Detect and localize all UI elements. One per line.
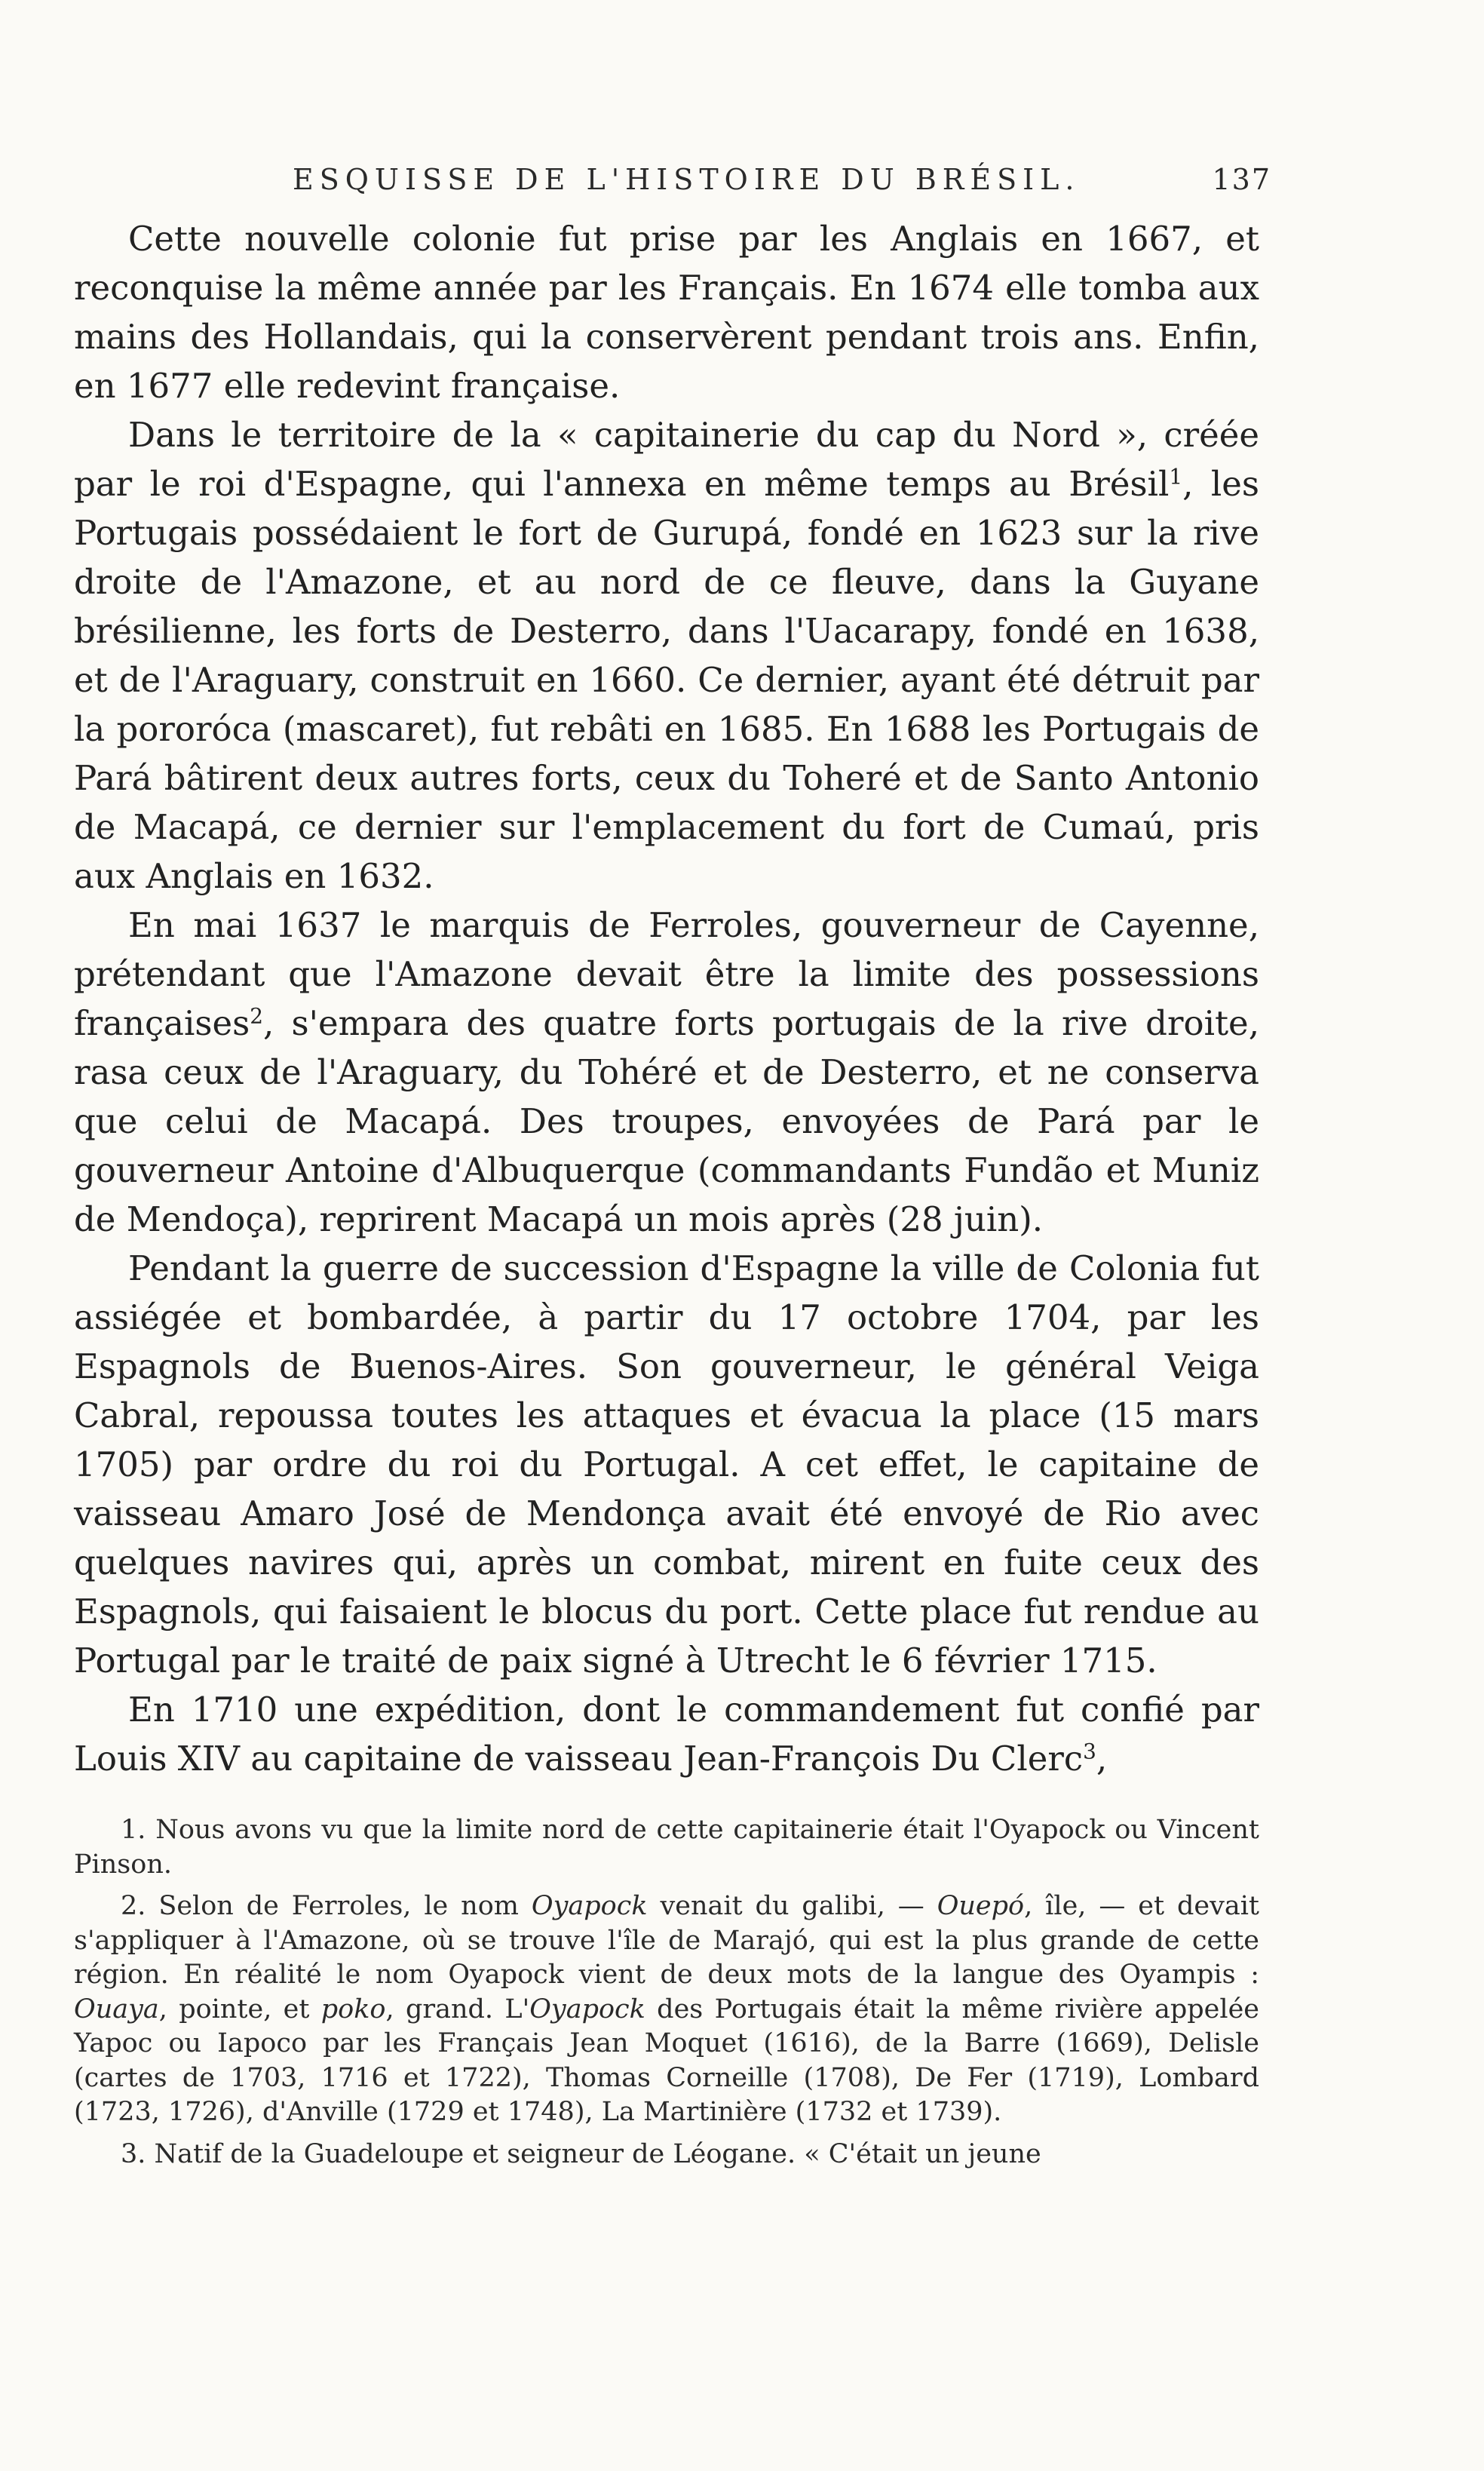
footnote-2-text: , île, — et devait s'appliquer à l'Amazone, où se trouve l'île de Marajó, qui est la plus grande de cette région. En réalité le nom Oyapock vient de deux mots de la langue des Oyampis : <box>74 1891 1259 1990</box>
footnote-1: 1. Nous avons vu que la limite nord de cette capitainerie était l'Oyapock ou Vincent Pinson. <box>74 1815 1259 1880</box>
footnote-2 <box>74 1889 1259 2130</box>
paragraph-4: Pendant la guerre de succession d'Espagne la ville de Colonia fut assiégée et bombardée, à partir du 17 octobre 1704, par les Espagnols de Buenos-Aires. Son gouverneur, le général Veiga Cabral, repoussa toutes les attaques et évacua la place (15 mars 1705) par ordre du roi du Portugal. A cet effet, le capitaine de vaisseau Amaro José de Mendonça avait été envoyé de Rio avec quelques navires qui, après un combat, mirent en fuite ceux des Espagnols, qui faisaient le blocus du port. Cette place fut rendue au Portugal par le traité de paix signé à Utrecht le 6 février 1715. <box>74 1248 1259 1681</box>
footnote-2-text: , grand. L' <box>385 1994 530 2024</box>
book-page <box>74 151 1271 2179</box>
paragraph-2-part-2: , les Portugais possédaient le fort de Gurupá, fondé en 1623 sur la rive droite de l'Amazone, et au nord de ce fleuve, dans la Guyane brésilienne, les forts de Desterro, dans l'Uacarapy, fondé en 1638, et de l'Araguary, construit en 1660. Ce dernier, ayant été détruit par la pororóca (mascaret), fut rebâti en 1685. En 1688 les Portugais de Pará bâtirent deux autres forts, ceux du Toheré et de Santo Antonio de Macapá, ce dernier sur l'emplacement du fort de Cumaú, pris aux Anglais en 1632. <box>74 464 1259 896</box>
footnote-2-text: venait du galibi, — <box>647 1891 937 1921</box>
footnote-3: 3. Natif de la Guadeloupe et seigneur de Léogane. « C'était un jeune <box>121 2138 1041 2169</box>
footnote-2-text: des Portugais était la même rivière appelée Yapoc ou Iapoco par les Français Jean Moquet (1616), de la Barre (1669), Delisle (cartes de 1703, 1716 et 1722), Thomas Corneille (1708), De Fer (1719), Lombard (1723, 1726), d'Anville (1729 et 1748), La Martinière (1732 et 1739). <box>74 1994 1259 2127</box>
footnote-2-number: 2. <box>121 1891 146 1921</box>
paragraph-1: Cette nouvelle colonie fut prise par les Anglais en 1667, et reconquise la même année par les Français. En 1674 elle tomba aux mains des Hollandais, qui la conservèrent pendant trois ans. Enfin, en 1677 elle redevint française. <box>74 219 1259 406</box>
paragraph-2 <box>74 410 1259 901</box>
paragraph-5 <box>74 1685 1259 1783</box>
footnote-2-text: , pointe, et <box>158 1994 321 2024</box>
main-text <box>74 214 1259 1783</box>
footnote-2-italic: Oyapock <box>531 1891 648 1921</box>
paragraph-3 <box>74 901 1259 1244</box>
footnote-ref-3[interactable]: 3 <box>1083 1739 1096 1764</box>
footnote-ref-1[interactable]: 1 <box>1169 464 1183 490</box>
paragraph-3-part-1: En mai 1637 le marquis de Ferroles, gouverneur de Cayenne, prétendant que l'Amazone devait être la limite des possessions françaises <box>74 905 1259 1043</box>
running-header <box>74 151 1271 199</box>
footnote-2-italic: Oyapock <box>529 1994 645 2024</box>
footnote-2-italic: poko <box>320 1994 386 2024</box>
paragraph-5-part-2: , <box>1096 1739 1108 1779</box>
page-number: 137 <box>1212 163 1271 196</box>
footnote-2-text: Selon de Ferroles, le nom <box>146 1891 532 1921</box>
footnote-ref-2[interactable]: 2 <box>250 1003 263 1029</box>
paragraph-5-part-1: En 1710 une expédition, dont le commandement fut confié par Louis XIV au capitaine de vaisseau Jean-François Du Clerc <box>74 1690 1259 1779</box>
footnotes <box>74 1813 1259 2172</box>
footnote-2-italic: Ouepó <box>937 1891 1025 1921</box>
paragraph-2-part-1: Dans le territoire de la « capitainerie du cap du Nord », créée par le roi d'Espagne, qui l'annexa en même temps au Brésil <box>74 415 1259 504</box>
paragraph-3-part-2: , s'empara des quatre forts portugais de la rive droite, rasa ceux de l'Araguary, du Tohéré et de Desterro, et ne conserva que celui de Macapá. Des troupes, envoyées de Pará par le gouverneur Antoine d'Albuquerque (commandants Fundão et Muniz de Mendoça), reprirent Macapá un mois après (28 juin). <box>74 1003 1259 1239</box>
footnote-2-italic: Ouaya <box>74 1994 159 2024</box>
running-title: ESQUISSE DE L'HISTOIRE DU BRÉSIL. <box>293 163 1081 196</box>
